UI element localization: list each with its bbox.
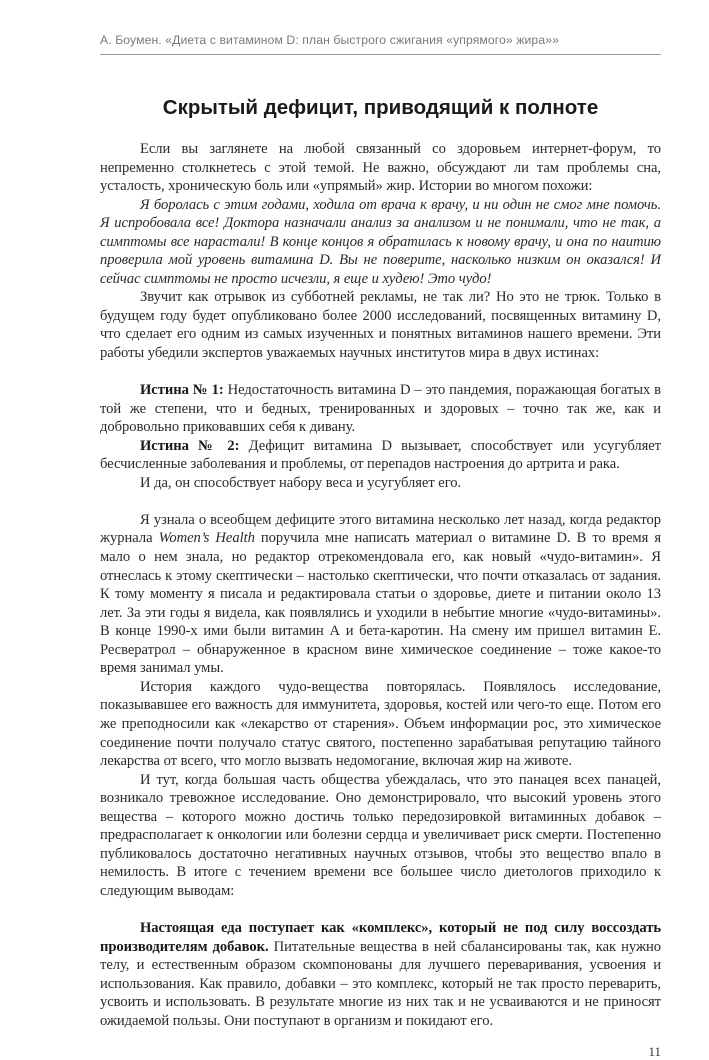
quote-paragraph: Я боролась с этим годами, ходила от врача к врачу, и ни один не смог мне помочь. Я испробовала все! Доктора назначали анализ за анализом и не понимали, что не так, а симптомы все нарастали! В конце концов я обратилась к новому врачу, и она по наитию проверила мой уровень витамина D. Вы не поверите, насколько низким он оказался! И сейчас симптомы не просто исчезли, я еще и худею! Это чудо!: [100, 196, 661, 287]
conclusion-paragraph: [100, 919, 661, 1030]
page-column: [100, 140, 661, 1060]
truth-1-label: Истина № 1:: [140, 382, 224, 399]
conclusion-text: Питательные вещества в ней сбалансированы так, как нужно телу, и естественным образом скомпонованы для лучшего переваривания, усвоения и использования. Как правило, добавки – это комплекс, который не так просто переварить, усвоить и использовать. В результате многие из них так и не усваиваются и не приносят ожидаемой пользы. Они поступают в организм и покидают его.: [100, 938, 661, 1029]
paragraph: И да, он способствует набору веса и усугубляет его.: [140, 474, 462, 491]
text-run: поручила мне написать материал о витамине D. В то время я мало о нем знала, но редактор отрекомендовала его, как новый «чудо-витамин». Я отнеслась к этому скептически – настолько скептически, что почти отказалась от задания. К тому моменту я писала и редактировала статьи о здоровье, диете и питании около 13 лет. За эти годы я видела, как появлялись и уходили в небытие многие «чудо-витамины». В конце 1990-х ими были витамин А и бета-каротин. На смену им пришел витамин Е. Ресвератрол – обнаруженное в красном вине химическое соединение – тоже какое-то время занимал умы.: [100, 530, 661, 677]
paragraph: Если вы заглянете на любой связанный со здоровьем интернет-форум, то непременно столкнетесь с этой темой. Не важно, обсуждают ли там проблемы сна, усталость, хроническую боль или «упрямый» жир. Истории во многом похожи:: [100, 141, 661, 195]
magazine-name: Women’s Health: [158, 530, 255, 547]
paragraph: И тут, когда большая часть общества убеждалась, что это панацея всех панацей, возникало тревожное исследование. Оно демонстрировало, что высокий уровень этого вещества – которого можно достичь только передозировкой витаминных добавок – предрасполагает к онкологии или болезни сердца и увеличивает риск смерти. Постепенно публиковалось достаточно негативных научных отзывов, чтобы это вещество впало в немилость. В итоге с течением времени все большее число диетологов приходило к следующим выводам:: [100, 771, 661, 899]
truth-1: [100, 381, 661, 437]
body-text: [100, 140, 661, 1030]
truth-2: [100, 437, 661, 474]
truth-1-text: Недостаточность витамина D – это пандемия, поражающая богатых в той же степени, что и бедных, тренированных и здоровых – точно так же, как и добровольно приковавших себя к дивану.: [100, 382, 661, 436]
paragraph: Звучит как отрывок из субботней рекламы, не так ли? Но это не трюк. Только в будущем году будет опубликовано более 2000 исследований, посвященных витамину D, что сделает его одним из самых изученных и понятных витаминов нашего времени. Эти работы убедили экспертов уважаемых научных институтов мира в двух истинах:: [100, 289, 661, 362]
page-number: 11: [648, 1044, 661, 1060]
conclusion-lead: Настоящая еда поступает как «комплекс», который не под силу воссоздать производителям добавок.: [100, 919, 661, 955]
truth-2-text: Дефицит витамина D вызывает, способствует или усугубляет бесчисленные заболевания и проблемы, от перепадов настроения до артрита и рака.: [100, 437, 661, 473]
paragraph: [100, 511, 661, 678]
header-divider: [100, 54, 661, 55]
paragraph: История каждого чудо-вещества повторялась. Появлялось исследование, показывавшее его важность для иммунитета, здоровья, костей или чего-то еще. Потом его же преподносили как «лекарство от старения». Объем информации рос, это химическое соединение почти получало статус святого, постепенно зарабатывая репутацию тайного лекарства от всего, что могло вызвать недомогание, включая жир на животе.: [100, 678, 661, 770]
running-header: А. Боумен. «Диета с витамином D: план быстрого сжигания «упрямого» жира»»: [100, 33, 559, 47]
truth-2-label: Истина № 2:: [140, 437, 240, 454]
text-run: Я узнала о всеобщем дефиците этого витамина несколько лет назад, когда редактор журнала: [100, 511, 661, 547]
chapter-title: Скрытый дефицит, приводящий к полноте: [162, 96, 599, 119]
